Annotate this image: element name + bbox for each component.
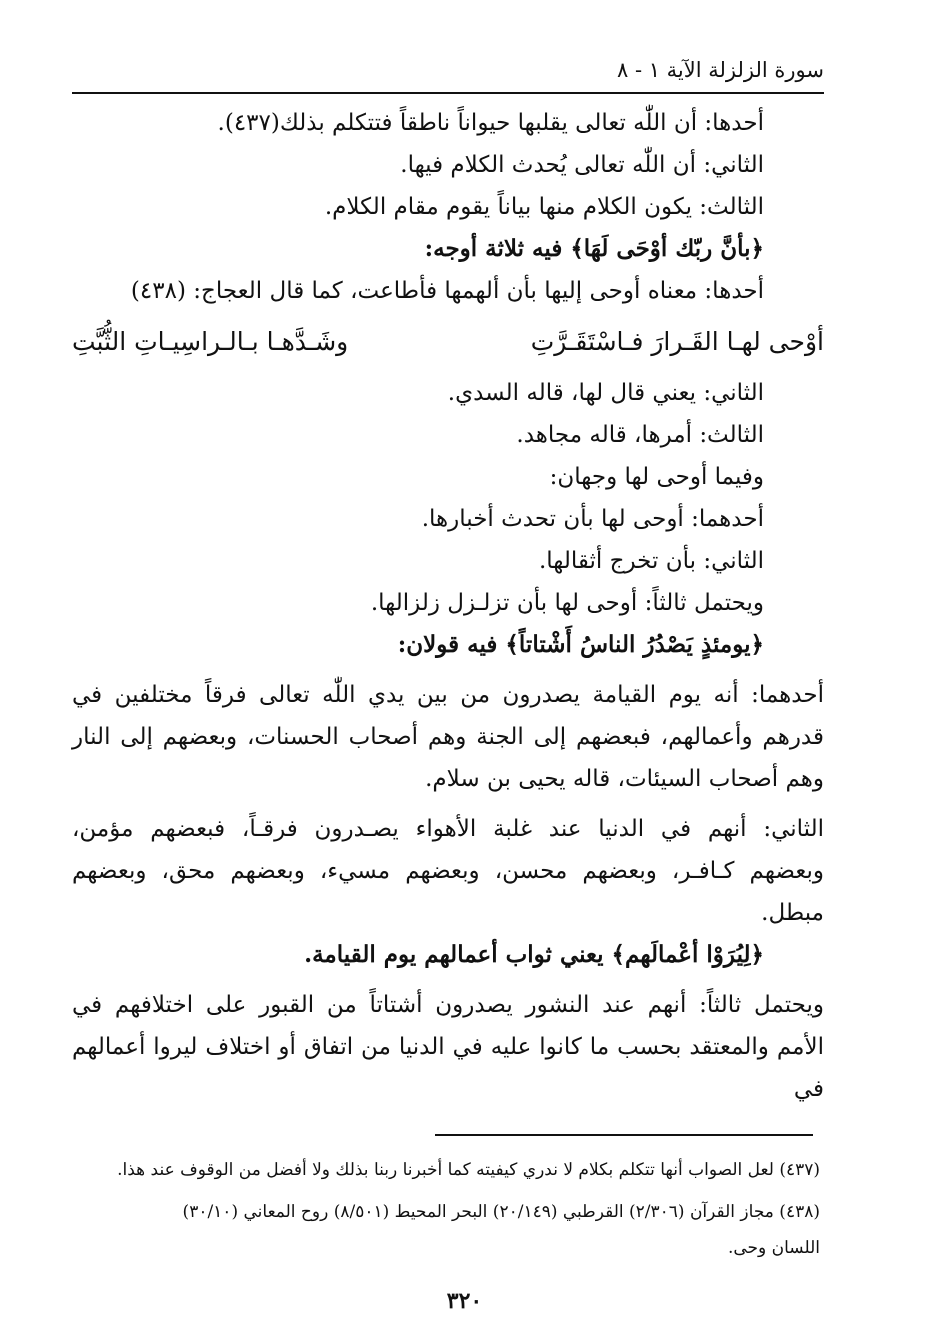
text-line: الثالث: أمرها، قاله مجاهد.: [516, 422, 764, 448]
footnotes: [66, 1152, 820, 1266]
footnote-437: (٤٣٧) لعل الصواب أنها تتكلم بكلام لا ندري كيفيته كما أخبرنا ربنا بذلك ولا أفضل من الوقوف عند هذا.: [117, 1160, 820, 1180]
page-number: ٣٢٠: [446, 1288, 483, 1314]
paragraph-line: الثاني: أنهم في الدنيا عند غلبة الأهواء يصـدرون فرقـاً، فبعضهم مؤمن،: [72, 816, 824, 842]
text-line: الثاني: أن اللّٰه تعالى يُحدث الكلام فيها.: [400, 152, 764, 178]
poetry-verse: [72, 312, 824, 372]
paragraph-line: أحدهما: أنه يوم القيامة يصدرون من بين يدي اللّٰه تعالى فرقاً مختلفين في: [72, 682, 824, 708]
paragraph-gap: [72, 666, 824, 674]
main-text: [72, 102, 824, 1102]
verse-second-hemistich: وشَـدَّهـا بـالـراسِيـاتِ الثُّبَّتِ: [72, 327, 349, 356]
text-line: أحدها: معناه أوحى إليها بأن ألهمها فأطاعت، كما قال العجاج: (٤٣٨): [130, 278, 764, 304]
paragraph-line: قدرهم وأعمالهم، فبعضهم إلى الجنة وهم أصحاب الحسنات، وبعضهم إلى النار: [72, 724, 824, 750]
quran-verse-heading: ﴿يومئذٍ يَصْدُرُ الناسُ أَشْتاتاً﴾ فيه قولان:: [397, 631, 764, 658]
paragraph-line: مبطل.: [761, 900, 824, 926]
footnote-438: (٤٣٨) مجاز القرآن (٢/٣٠٦) القرطبي (٢٠/١٤٩) البحر المحيط (٨/٥٠١) روح المعاني (٣٠/١٠): [182, 1202, 820, 1222]
quran-verse-heading: ﴿بأنَّ ربّك أوْحَى لَهَا﴾ فيه ثلاثة أوجه:: [424, 235, 764, 262]
footnote-divider: [435, 1134, 813, 1136]
header-divider: [72, 92, 824, 94]
footnote-438-continued: اللسان وحى.: [727, 1238, 820, 1258]
paragraph-line: وبعضهم كـافـر، وبعضهم محسن، وبعضهم مسيء، وبعضهم محق، وبعضهم: [72, 858, 824, 884]
paragraph-gap: [72, 976, 824, 984]
text-line: أحدها: أن اللّٰه تعالى يقلبها حيواناً ناطقاً فتتكلم بذلك(٤٣٧).: [217, 110, 764, 136]
text-line: الثاني: يعني قال لها، قاله السدي.: [447, 380, 764, 406]
running-header: سورة الزلزلة الآية ١ - ٨: [616, 58, 824, 82]
paragraph-gap: [72, 800, 824, 808]
text-line: الثاني: بأن تخرج أثقالها.: [538, 548, 764, 574]
text-line: وفيما أوحى لها وجهان:: [549, 464, 764, 490]
text-line: الثالث: يكون الكلام منها بياناً يقوم مقام الكلام.: [324, 194, 764, 220]
paragraph-line: ويحتمل ثالثاً: أنهم عند النشور يصدرون أشتاتاً من القبور على اختلافهم في: [72, 992, 824, 1018]
quran-verse-heading: ﴿لِيُرَوْا أعْمالَهم﴾ يعني ثواب أعمالهم يوم القيامة.: [304, 941, 764, 968]
text-line: أحدهما: أوحى لها بأن تحدث أخبارها.: [421, 506, 764, 532]
text-line: ويحتمل ثالثاً: أوحى لها بأن تزلـزل زلزالها.: [370, 590, 764, 616]
paragraph-line: وهم أصحاب السيئات، قاله يحيى بن سلام.: [425, 766, 824, 792]
verse-first-hemistich: أوْحى لهـا القَـرارَ فـاسْتَقَـرَّتِ: [530, 327, 824, 356]
paragraph-line: الأمم والمعتقد بحسب ما كانوا عليه في الدنيا من اتفاق أو اختلاف ليروا أعمالهم في: [72, 1034, 824, 1102]
